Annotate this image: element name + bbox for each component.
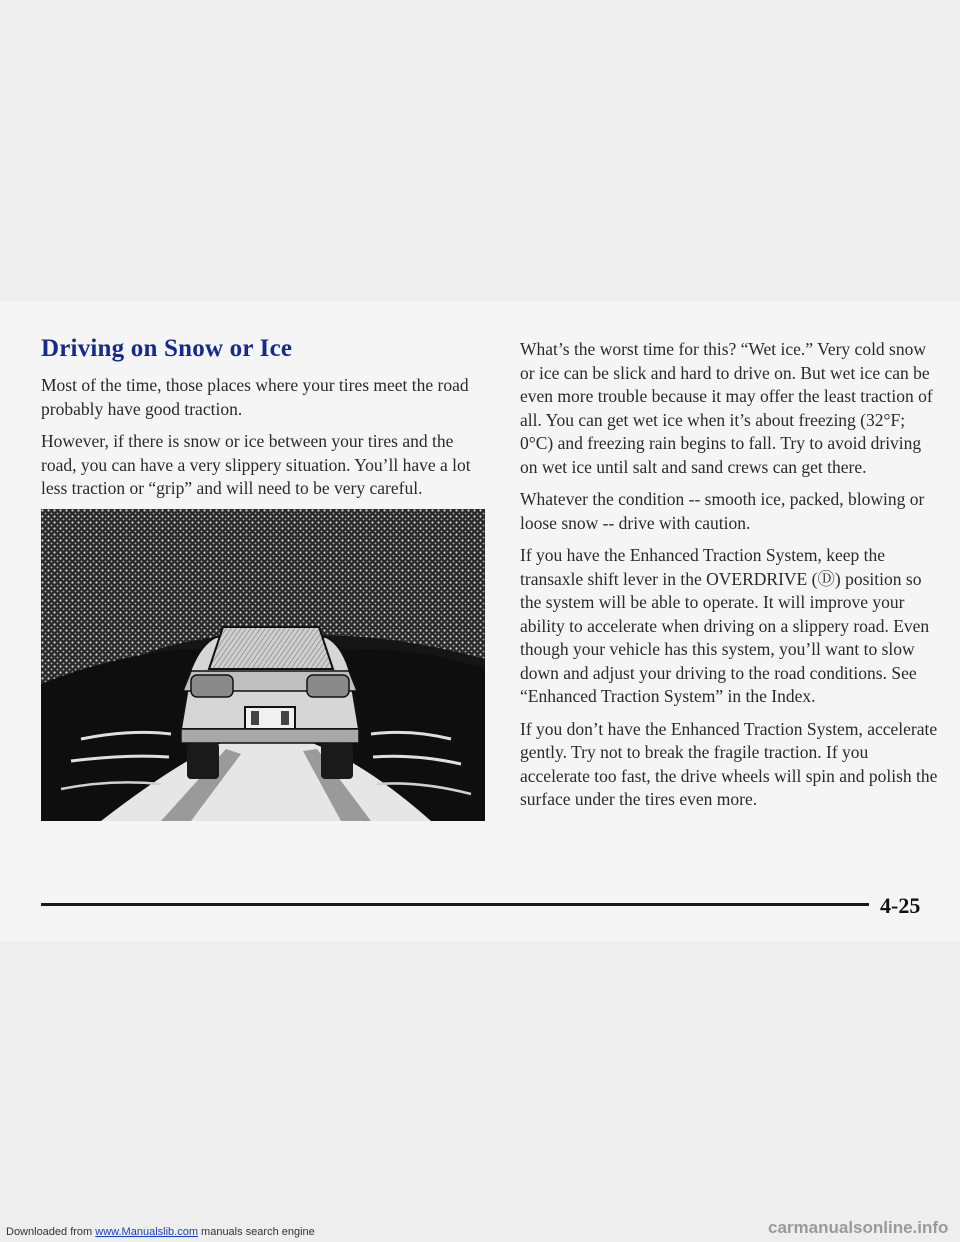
paragraph: Whatever the condition -- smooth ice, packed, blowing or loose snow -- drive with caution. bbox=[520, 489, 925, 533]
footer-suffix: manuals search engine bbox=[197, 1226, 315, 1238]
paragraph: Most of the time, those places where your tires meet the road probably have good traction. bbox=[41, 375, 469, 419]
page-number: 4-25 bbox=[880, 893, 921, 918]
download-footer bbox=[6, 1226, 315, 1238]
paragraph: If you have the Enhanced Traction System, keep the transaxle shift lever in the OVERDRIVE (Ⓓ) position so the system will be able to operate. It will improve your ability to accelerate when driving on a slippery road. Even though your vehicle has this system, you’ll want to slow down and adjust your driving to the road conditions. See “Enhanced Traction System” in the Index. bbox=[520, 545, 930, 706]
car-on-ice-illustration bbox=[41, 509, 485, 821]
footer-prefix: Downloaded from bbox=[6, 1226, 96, 1238]
section-heading: Driving on Snow or Ice bbox=[41, 335, 293, 362]
paragraph: However, if there is snow or ice between your tires and the road, you can have a very slippery situation. You’ll have a lot less traction or “grip” and will need to be very careful. bbox=[41, 431, 471, 498]
paragraph: If you don’t have the Enhanced Traction System, accelerate gently. Try not to break the fragile traction. If you accelerate too fast, the drive wheels will spin and polish the surface under the tires even more. bbox=[520, 718, 938, 809]
watermark: carmanualsonline.info bbox=[768, 1218, 949, 1237]
left-column bbox=[41, 374, 485, 510]
page-divider bbox=[41, 903, 869, 906]
manualslib-link[interactable]: www.Manualslib.com bbox=[95, 1226, 198, 1238]
paragraph: What’s the worst time for this? “Wet ice.” Very cold snow or ice can be slick and hard to drive on. But wet ice can be even more trouble because it may offer the least traction of all. You can get wet ice when it’s about freezing (32°F; 0°C) and freezing rain begins to fall. Try to avoid driving on wet ice until salt and sand crews can get there. bbox=[520, 339, 933, 477]
right-column bbox=[520, 338, 938, 821]
